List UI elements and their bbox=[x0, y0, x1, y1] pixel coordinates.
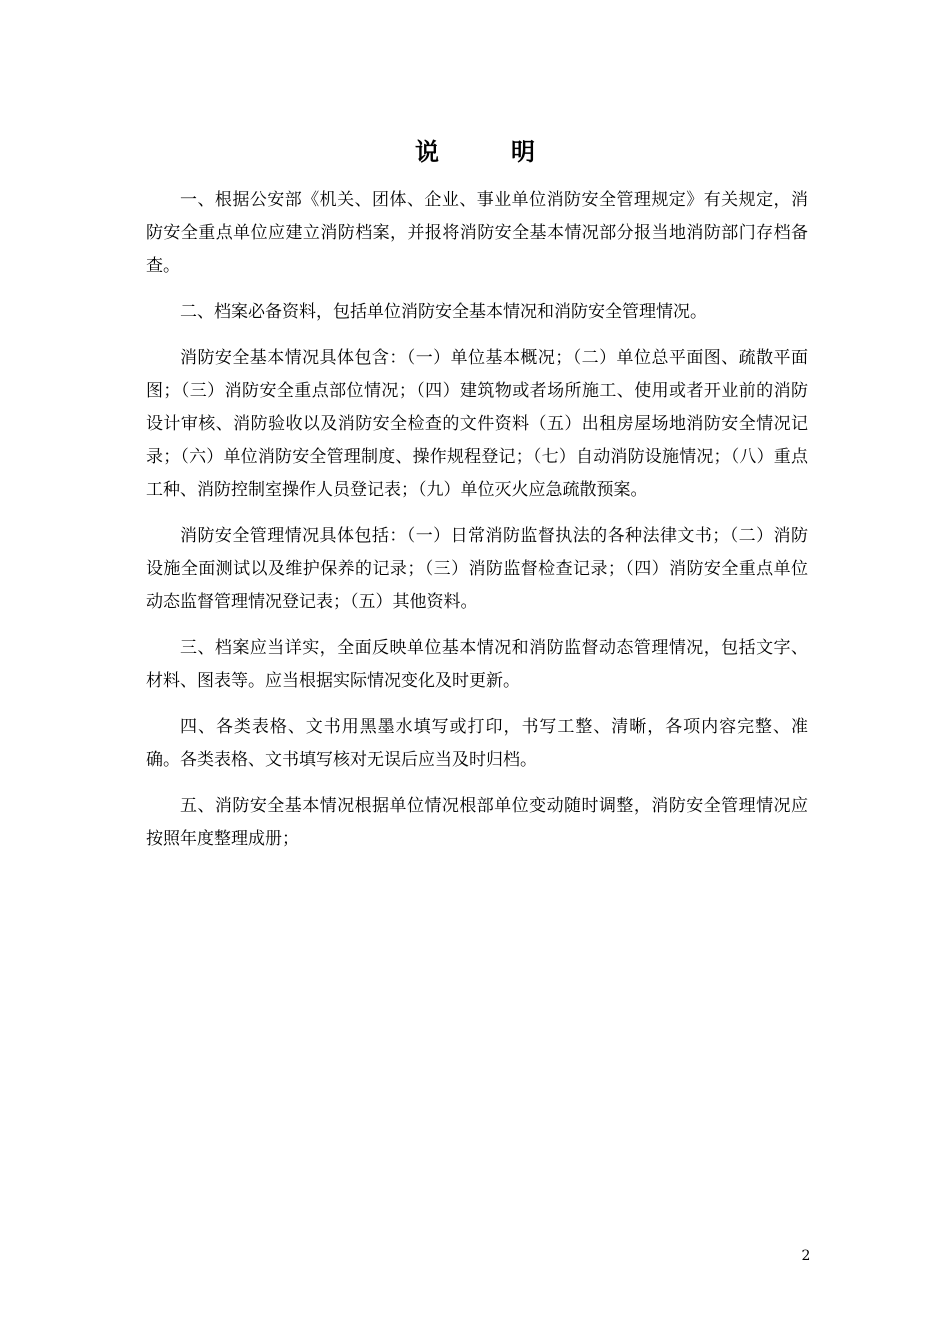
paragraph-5: 三、档案应当详实，全面反映单位基本情况和消防监督动态管理情况，包括文字、材料、图表等。应当根据实际情况变化及时更新。 bbox=[146, 638, 808, 691]
paragraph-3: 消防安全基本情况具体包含：（一）单位基本概况；（二）单位总平面图、疏散平面图；（三）消防安全重点部位情况；（四）建筑物或者场所施工、使用或者开业前的消防设计审核、消防验收以及消防安全检查的文件资料（五）出租房屋场地消防安全情况记录；（六）单位消防安全管理制度、操作规程登记；（七）自动消防设施情况；（八）重点工种、消防控制室操作人员登记表；（九）单位灭火应急疏散预案。 bbox=[146, 348, 808, 500]
paragraph-1: 一、根据公安部《机关、团体、企业、事业单位消防安全管理规定》有关规定，消防安全重点单位应建立消防档案，并报将消防安全基本情况部分报当地消防部门存档备查。 bbox=[146, 190, 808, 276]
paragraph-6: 四、各类表格、文书用黑墨水填写或打印，书写工整、清晰，各项内容完整、准确。各类表格、文书填写核对无误后应当及时归档。 bbox=[146, 717, 808, 770]
paragraph-2: 二、档案必备资料，包括单位消防安全基本情况和消防安全管理情况。 bbox=[180, 302, 707, 322]
paragraph-4: 消防安全管理情况具体包括：（一）日常消防监督执法的各种法律文书；（二）消防设施全面测试以及维护保养的记录；（三）消防监督检查记录；（四）消防安全重点单位动态监督管理情况登记表；（五）其他资料。 bbox=[146, 526, 808, 612]
document-body bbox=[146, 184, 808, 869]
page-number: 2 bbox=[801, 1248, 811, 1264]
paragraph-7: 五、消防安全基本情况根据单位情况根部单位变动随时调整，消防安全管理情况应按照年度整理成册； bbox=[146, 796, 808, 849]
page-title bbox=[0, 134, 950, 170]
title-char-1: 说 bbox=[415, 137, 439, 166]
title-char-2: 明 bbox=[511, 137, 535, 166]
